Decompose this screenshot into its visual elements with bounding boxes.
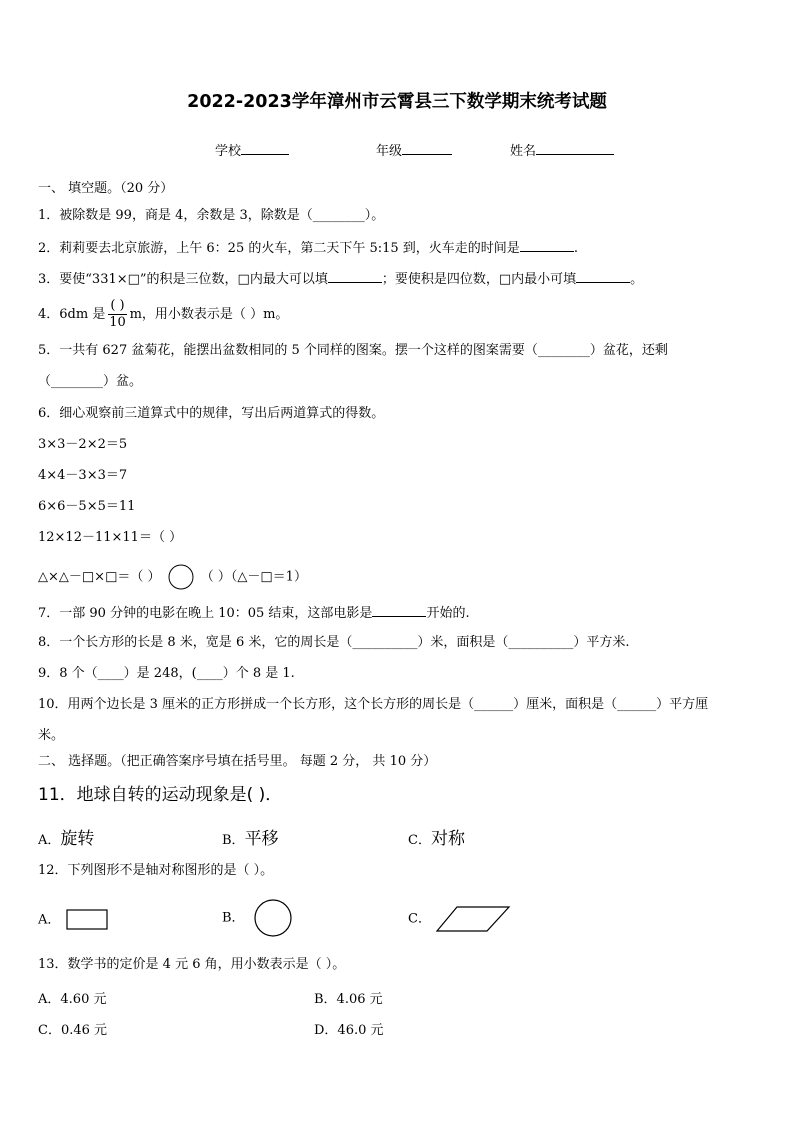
school-label: 学校	[215, 144, 242, 159]
option-text: 平移	[244, 829, 279, 849]
name-blank	[536, 141, 614, 155]
circle-operator-icon	[167, 564, 195, 590]
question-9: 9．8 个（____）是 248，(____）个 8 是 1.	[38, 666, 295, 681]
option-letter: B．	[222, 833, 245, 848]
page-title: 2022-2023学年漳州市云霄县三下数学期末统考试题	[187, 92, 607, 112]
name-field	[510, 140, 614, 159]
question-12-option-a	[38, 908, 109, 932]
school-blank	[241, 141, 289, 155]
section1-heading: 一、 填空题。（20 分）	[38, 181, 174, 196]
question-6-equation-2: 4×4－3×3＝7	[38, 468, 128, 483]
option-text: 对称	[430, 829, 465, 849]
circle-shape-icon	[249, 900, 293, 936]
question-12-option-c	[408, 905, 511, 933]
question-4-part-a: 4．6dm 是	[38, 307, 106, 322]
question-13-option-d: D．46.0 元	[314, 1023, 384, 1038]
question-13-option-a: A．4.60 元	[38, 992, 107, 1007]
question-4-part-b: m，用小数表示是（ ）m。	[129, 307, 289, 322]
parallelogram-shape-icon	[435, 905, 511, 933]
question-3-end: 。	[630, 272, 644, 287]
fraction-denominator: 10	[109, 315, 126, 330]
section2-heading: 二、 选择题。（把正确答案序号填在括号里。 每题 2 分， 共 10 分）	[38, 754, 437, 769]
option-letter: A．	[38, 912, 61, 928]
question-8: 8．一个长方形的长是 8 米，宽是 6 米，它的周长是（__________）米，面积是（__________）平方米.	[38, 635, 630, 650]
question-7-part-a: 7．一部 90 分钟的电影在晚上 10：05 结束，这部电影是	[38, 606, 373, 621]
question-4	[38, 297, 288, 333]
question-2-blank	[520, 238, 574, 252]
question-11-option-c	[408, 824, 465, 849]
grade-label: 年级	[376, 144, 403, 159]
equation-5-part-a: △×△－□×□＝（ ）	[38, 569, 161, 585]
question-3-blank-a	[328, 269, 382, 283]
grade-blank	[402, 141, 452, 155]
question-10-line-2: 米。	[38, 728, 65, 743]
question-6: 6．细心观察前三道算式中的规律，写出后两道算式的得数。	[38, 406, 385, 421]
question-12: 12．下列图形不是轴对称图形的是（ ）。	[38, 863, 274, 878]
question-6-equation-3: 6×6－5×5＝11	[38, 499, 136, 514]
name-label: 姓名	[510, 144, 537, 159]
option-text: 旋转	[60, 829, 95, 849]
question-11-option-a	[38, 824, 94, 849]
question-3	[38, 269, 643, 289]
question-12-option-b	[222, 900, 293, 936]
question-1: 1．被除数是 99，商是 4，余数是 3，除数是（________）。	[38, 208, 385, 223]
option-letter: A．	[38, 833, 61, 848]
fraction-numerator: ( )	[110, 298, 125, 313]
question-13-option-c: C．0.46 元	[38, 1023, 108, 1038]
question-11-option-b	[222, 824, 279, 849]
question-2-end: .	[573, 241, 578, 256]
question-5-line-1: 5．一共有 627 盆菊花，能摆出盆数相同的 5 个同样的图案。摆一个这样的图案需要（________）盆花，还剩	[38, 343, 668, 358]
question-3-part-a: 3．要使“331×□”的积是三位数，□内最大可以填	[38, 272, 328, 287]
option-letter: B．	[222, 910, 245, 926]
question-6-equation-5	[38, 564, 307, 590]
question-13-option-b: B．4.06 元	[314, 992, 383, 1007]
equation-5-part-b: （ ）（△－□＝1）	[200, 569, 307, 585]
rectangle-shape-icon	[65, 908, 109, 932]
question-2	[38, 238, 578, 258]
option-letter: C．	[408, 911, 431, 927]
question-2-text: 2．莉莉要去北京旅游，上午 6：25 的火车，第二天下午 5:15 到，火车走的时间是	[38, 241, 520, 256]
question-4-fraction	[108, 298, 126, 331]
grade-field	[376, 140, 452, 159]
question-7-blank	[372, 603, 426, 617]
option-letter: C．	[408, 833, 431, 848]
question-6-equation-1: 3×3－2×2＝5	[38, 437, 128, 452]
question-5-line-2: （________）盆。	[38, 374, 143, 389]
question-3-blank-b	[576, 269, 630, 283]
question-11: 11．地球自转的运动现象是( )．	[38, 785, 283, 805]
question-10-line-1: 10．用两个边长是 3 厘米的正方形拼成一个长方形，这个长方形的周长是（______）厘米，面积是（______）平方厘	[38, 697, 709, 712]
question-6-equation-4: 12×12－11×11＝（ ）	[38, 530, 183, 545]
school-field	[215, 140, 289, 159]
question-7	[38, 603, 470, 623]
question-13: 13．数学书的定价是 4 元 6 角，用小数表示是（ ）。	[38, 957, 346, 972]
question-3-part-b: ；要使积是四位数，□内最小可填	[381, 272, 577, 287]
question-7-part-b: 开始的.	[426, 606, 470, 621]
